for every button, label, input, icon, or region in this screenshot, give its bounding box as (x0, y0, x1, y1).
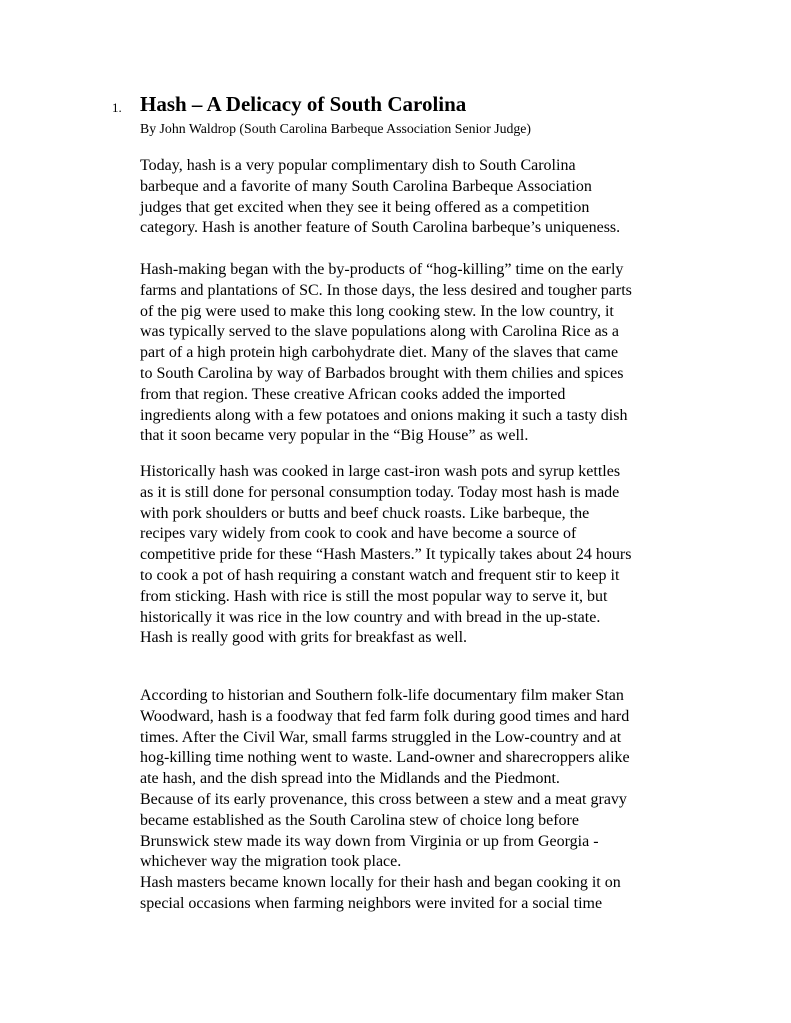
article-byline: By John Waldrop (South Carolina Barbeque Association Senior Judge) (140, 121, 532, 136)
article-title: Hash – A Delicacy of South Carolina (140, 92, 467, 116)
text-line: farms and plantations of SC. In those days, the less desired and tougher parts (140, 281, 632, 299)
text-line: from sticking. Hash with rice is still the most popular way to serve it, but (140, 587, 608, 605)
paragraph-cooking (140, 462, 710, 649)
text-line: According to historian and Southern folk-life documentary film maker Stan (140, 687, 624, 704)
text-line: special occasions when farming neighbors were invited for a social time (140, 894, 603, 912)
text-line: competitive pride for these “Hash Masters.” It typically takes about 24 hours (140, 546, 632, 564)
text-line: with pork shoulders or butts and beef chuck roasts. Like barbeque, the (140, 504, 590, 522)
text-line: became established as the South Carolina stew of choice long before (140, 811, 579, 829)
text-line: Historically hash was cooked in large cast-iron wash pots and syrup kettles (140, 463, 621, 480)
text-line: barbeque and a favorite of many South Carolina Barbeque Association (140, 177, 592, 195)
text-line: Brunswick stew made its way down from Virginia or up from Georgia - (140, 832, 599, 850)
text-line: times. After the Civil War, small farms struggled in the Low-country and at (140, 728, 622, 746)
text-line: ate hash, and the dish spread into the Midlands and the Piedmont. (140, 770, 560, 788)
list-number: 1. (112, 100, 122, 115)
text-line: whichever way the migration took place. (140, 853, 402, 871)
paragraph-intro (140, 156, 710, 239)
text-line: as it is still done for personal consumption today. Today most hash is made (140, 483, 620, 501)
text-line: Hash is really good with grits for breakfast as well. (140, 629, 468, 647)
paragraph-history (140, 260, 710, 447)
text-line: Hash-making began with the by-products of “hog-killing” time on the early (140, 261, 624, 278)
text-line: Woodward, hash is a foodway that fed farm folk during good times and hard (140, 707, 630, 725)
text-line: Because of its early provenance, this cross between a stew and a meat gravy (140, 790, 627, 808)
text-line: part of a high protein high carbohydrate diet. Many of the slaves that came (140, 344, 619, 362)
text-line: that it soon became very popular in the “Big House” as well. (140, 427, 529, 445)
text-line: of the pig were used to make this long cooking stew. In the low country, it (140, 302, 614, 320)
paragraph-folklore (140, 686, 710, 915)
text-line: recipes vary widely from cook to cook and have become a source of (140, 525, 577, 543)
text-line: category. Hash is another feature of South Carolina barbeque’s uniqueness. (140, 219, 621, 237)
text-line: Today, hash is a very popular complimentary dish to South Carolina (140, 157, 576, 174)
text-line: to cook a pot of hash requiring a constant watch and frequent stir to keep it (140, 566, 620, 584)
text-line: historically it was rice in the low country and with bread in the up-state. (140, 608, 601, 626)
text-line: to South Carolina by way of Barbados brought with them chilies and spices (140, 364, 624, 382)
text-line: from that region. These creative African cooks added the imported (140, 385, 566, 403)
text-line: Hash masters became known locally for their hash and began cooking it on (140, 874, 621, 892)
text-line: ingredients along with a few potatoes and onions making it such a tasty dish (140, 406, 628, 424)
text-line: judges that get excited when they see it being offered as a competition (140, 198, 590, 216)
text-line: hog-killing time nothing went to waste. Land-owner and sharecroppers alike (140, 749, 630, 767)
text-line: was typically served to the slave populations along with Carolina Rice as a (140, 323, 619, 341)
